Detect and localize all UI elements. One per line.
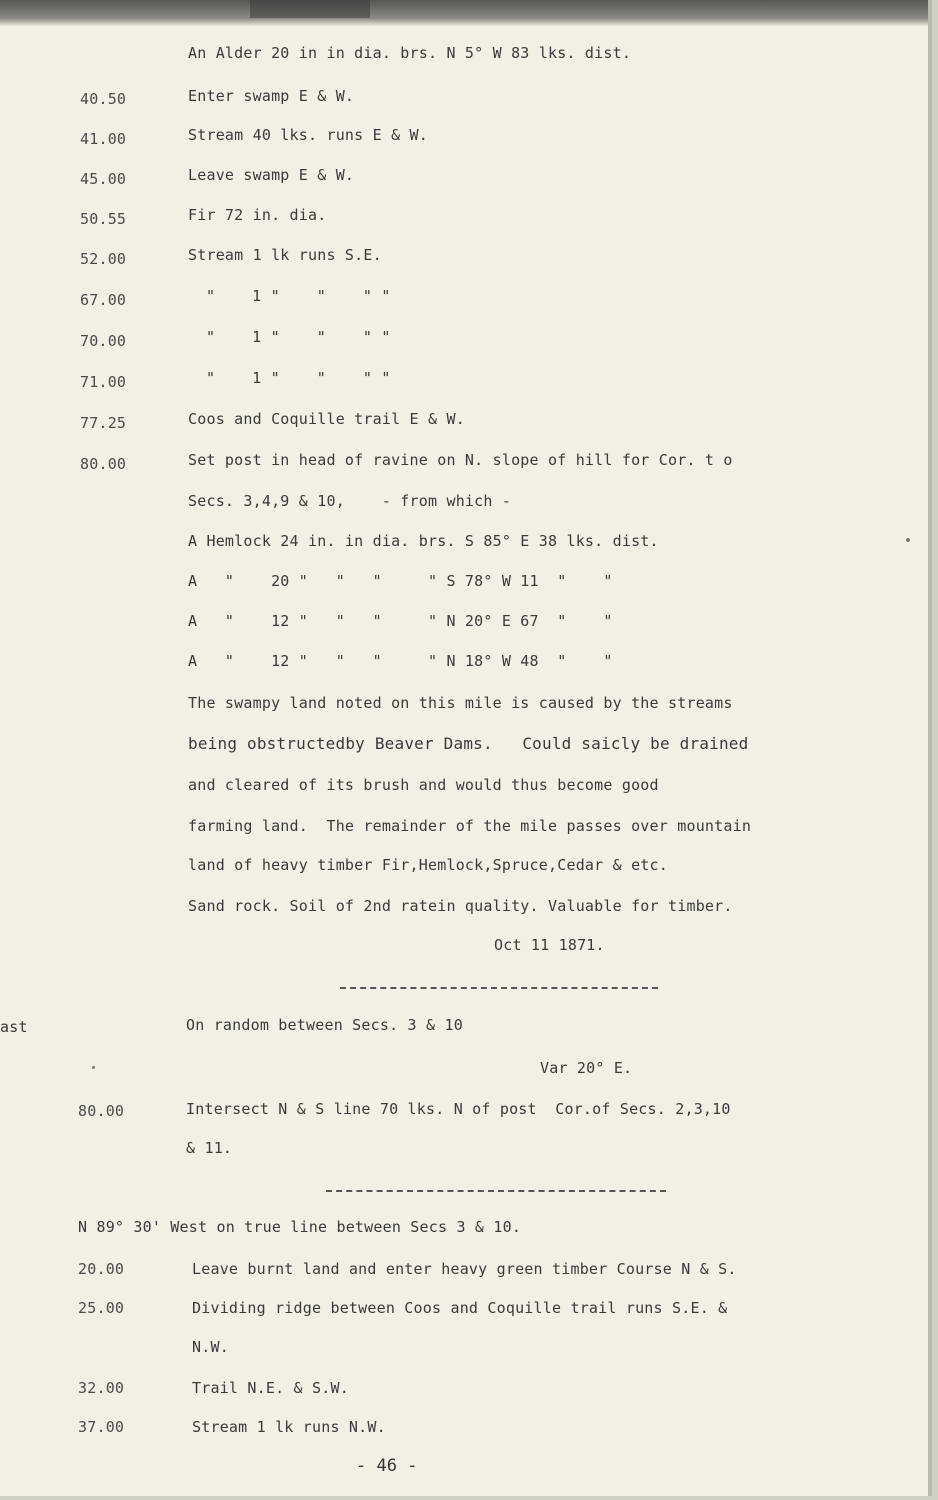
line-distance: 50.55 [80,210,127,228]
scan-top-edge [0,0,932,26]
separator-rule [340,987,658,989]
line-text: Stream 1 lk runs N.W. [192,1418,386,1436]
line-distance: 70.00 [80,332,127,350]
line-text: N 89° 30' West on true line between Secs 3 & 10. [78,1218,522,1236]
line-text: Secs. 3,4,9 & 10, - from which - [188,492,512,510]
line-distance: 77.25 [80,414,127,432]
line-distance: 20.00 [78,1260,125,1278]
line-distance: 80.00 [80,455,127,473]
line-distance: 45.00 [80,170,127,188]
line-text: Enter swamp E & W. [188,87,355,105]
scan-speck [906,538,910,542]
separator-rule [326,1190,666,1192]
line-text: Trail N.E. & S.W. [192,1379,349,1397]
line-text: Stream 40 lks. runs E & W. [188,126,428,144]
line-text: & 11. [186,1139,233,1157]
line-distance: 32.00 [78,1379,125,1397]
line-text: Var 20° E. [540,1059,633,1077]
line-text: On random between Secs. 3 & 10 [186,1016,463,1034]
line-distance: 40.50 [80,90,127,108]
line-distance: 52.00 [80,250,127,268]
line-text: A " 12 " " " " N 18° W 48 " " [188,652,613,670]
line-text: " 1 " " " " [206,328,391,346]
line-distance: 25.00 [78,1299,125,1317]
line-text: A " 12 " " " " N 20° E 67 " " [188,612,613,630]
line-distance: 80.00 [78,1102,125,1120]
line-text: farming land. The remainder of the mile passes over mountain [188,817,752,835]
line-text: A " 20 " " " " S 78° W 11 " " [188,572,613,590]
line-text: An Alder 20 in in dia. brs. N 5° W 83 lks. dist. [188,44,632,62]
line-distance: 41.00 [80,130,127,148]
line-distance: 37.00 [78,1418,125,1436]
line-text: and cleared of its brush and would thus become good [188,776,659,794]
line-text: Leave swamp E & W. [188,166,355,184]
line-distance: 67.00 [80,291,127,309]
page-number: - 46 - [356,1456,418,1476]
line-text: Dividing ridge between Coos and Coquille trail runs S.E. & [192,1299,728,1317]
line-text: Intersect N & S line 70 lks. N of post Cor.of Secs. 2,3,10 [186,1100,731,1118]
scan-speck [92,1066,95,1069]
margin-fragment: ast [0,1018,28,1036]
line-text: The swampy land noted on this mile is caused by the streams [188,694,733,712]
date-text: Oct 11 1871. [494,936,605,954]
line-text: N.W. [192,1338,229,1356]
line-text: " 1 " " " " [206,287,391,305]
line-distance: 71.00 [80,373,127,391]
line-text: Stream 1 lk runs S.E. [188,246,382,264]
line-text: A Hemlock 24 in. in dia. brs. S 85° E 38 lks. dist. [188,532,659,550]
line-text: " 1 " " " " [206,369,391,387]
line-text: Set post in head of ravine on N. slope of hill for Cor. t o [188,451,733,469]
line-text: Fir 72 in. dia. [188,206,327,224]
line-text: being obstructedby Beaver Dams. Could saicly be drained [188,734,749,753]
line-text: land of heavy timber Fir,Hemlock,Spruce,Cedar & etc. [188,856,668,874]
line-text: Sand rock. Soil of 2nd ratein quality. Valuable for timber. [188,897,733,915]
line-text: Coos and Coquille trail E & W. [188,410,465,428]
line-text: Leave burnt land and enter heavy green timber Course N & S. [192,1260,737,1278]
scan-top-shadow [250,0,370,18]
